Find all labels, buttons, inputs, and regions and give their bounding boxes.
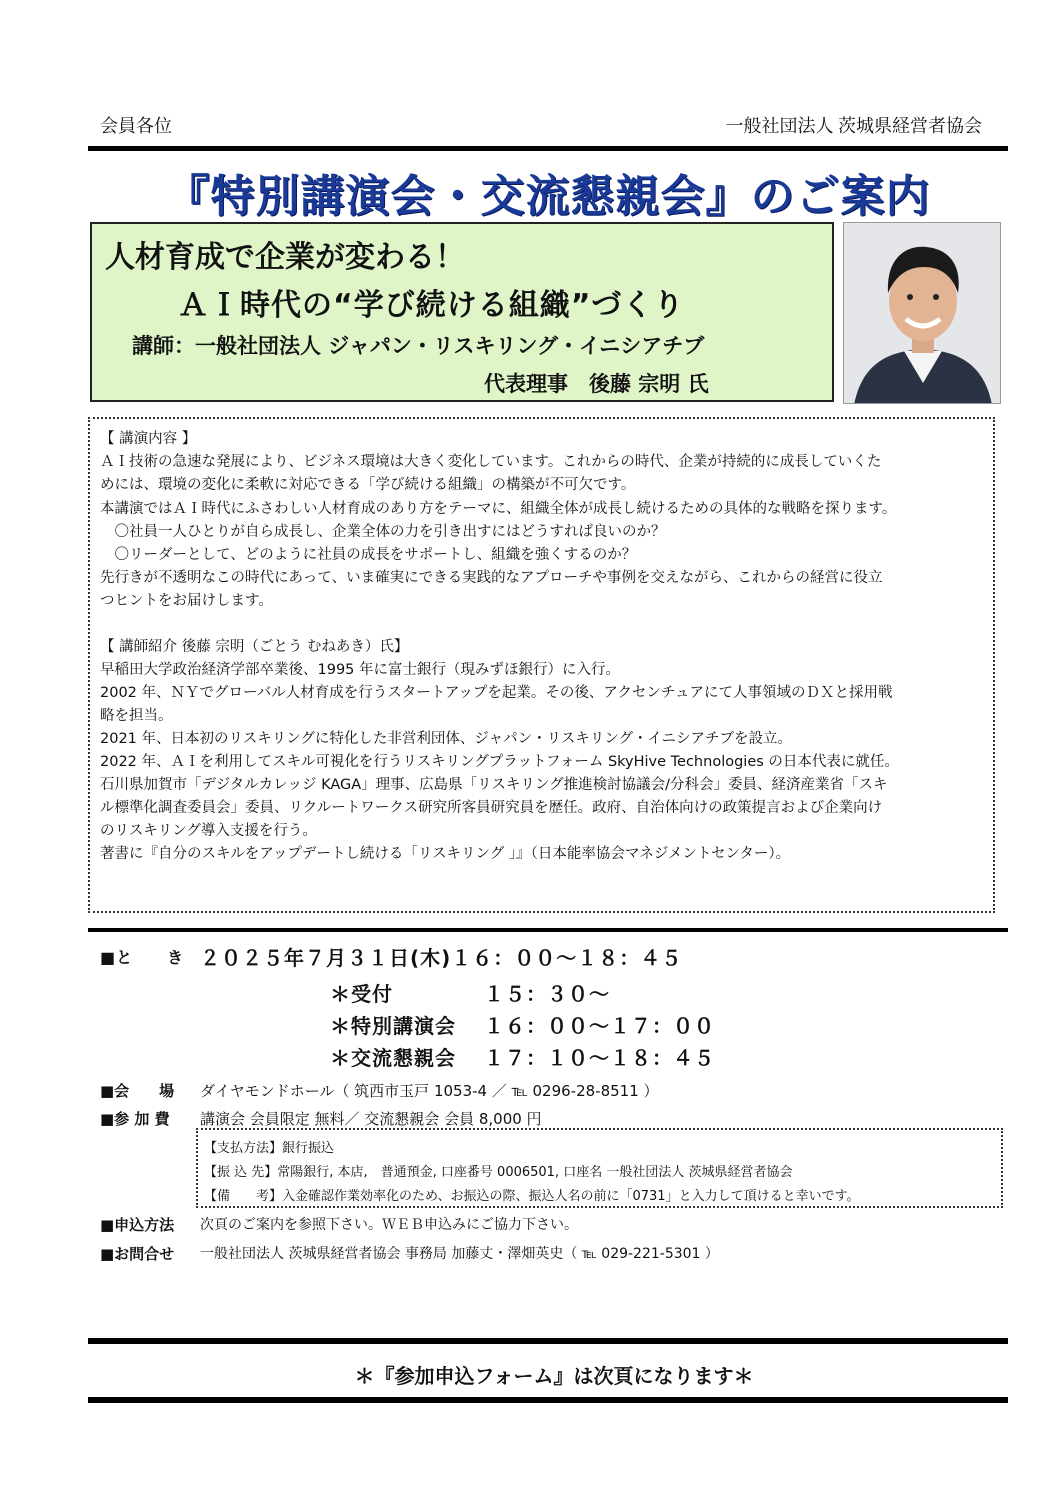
- payment-method: 【支払方法】銀行振込: [204, 1141, 335, 1156]
- content-line: 先行きが不透明なこの時代にあって、いま確実にできる実践的なアプローチや事例を交えながら、これからの経営に役立: [100, 570, 883, 586]
- content-line: 【 講師紹介 後藤 宗明（ごとう むねあき）氏】: [100, 639, 409, 655]
- lecture-headline: 人材育成で企業が変わる！: [105, 240, 465, 275]
- header-rule: [88, 146, 1008, 151]
- speaker-photo: [843, 222, 1001, 404]
- apply-label: ■申込方法: [100, 1216, 175, 1234]
- content-line: 2002 年、ＮＹでグローバル人材育成を行うスタートアップを起業。その後、アクセンチュアにて人事領域のＤＸと採用戦: [100, 685, 893, 701]
- fee-label: ■参 加 費: [100, 1110, 170, 1128]
- section-rule: [88, 928, 1008, 932]
- lecturer-name: 代表理事 後藤 宗明 氏: [484, 372, 709, 396]
- reception-time: １５：３０～: [484, 982, 610, 1006]
- content-line: 早稲田大学政治経済学部卒業後、1995 年に富士銀行（現みずほ銀行）に入行。: [100, 662, 621, 678]
- content-line: 【 講演内容 】: [100, 431, 197, 447]
- page-title: 『特別講演会・交流懇親会』のご案内: [165, 171, 931, 222]
- fee-value: 講演会 会員限定 無料／ 交流懇親会 会員 8,000 円: [200, 1110, 542, 1128]
- lecture-subtitle: ＡＩ時代の“学び続ける組織”づくり: [178, 288, 685, 323]
- content-line: 著書に『自分のスキルをアップデートし続ける「リスキリング 」』（日本能率協会マネジメントセンター）。: [100, 846, 791, 862]
- content-line: ＡＩ技術の急速な発展により、ビジネス環境は大きく変化しています。これからの時代、企業が持続的に成長していくた: [100, 454, 882, 470]
- apply-value: 次頁のご案内を参照下さい。ＷＥＢ申込みにご協力下さい。: [200, 1217, 578, 1233]
- payment-account: 【振 込 先】常陽銀行, 本店, 普通預金, 口座番号 0006501, 口座名 一般社団法人 茨城県経営者協会: [204, 1165, 793, 1180]
- payment-note: 【備 考】入金確認作業効率化のため、お振込の際、振込人名の前に「0731」と入力して頂けると幸いです。: [204, 1189, 860, 1204]
- reception-label: ＊受付: [330, 982, 393, 1006]
- venue-value: ダイヤモンドホール（ 筑西市玉戸 1053-4 ／ ℡ 0296-28-8511 ）: [200, 1082, 659, 1100]
- content-line: のリスキリング導入支援を行う。: [100, 823, 317, 839]
- content-line: ル標準化調査委員会」委員、リクルートワークス研究所客員研究員を歴任。政府、自治体向けの政策提言および企業向け: [100, 800, 883, 816]
- venue-label: ■会 場: [100, 1082, 175, 1100]
- content-line: つヒントをお届けします。: [100, 593, 273, 609]
- lecture-label: ＊特別講演会: [330, 1014, 456, 1038]
- organization-name: 一般社団法人 茨城県経営者協会: [725, 116, 982, 136]
- content-line: 本講演ではＡＩ時代にふさわしい人材育成のあり方をテーマに、組織全体が成長し続けるための具体的な戦略を探ります。: [100, 501, 897, 517]
- event-date: ２０２５年７月３１日(木)１６：００～１８：４５: [200, 946, 683, 970]
- content-line: 〇リーダーとして、どのように社員の成長をサポートし、組織を強くするのか？: [100, 547, 637, 563]
- recipient-label: 会員各位: [100, 116, 172, 136]
- footer-rule-bottom: [88, 1397, 1008, 1403]
- footer-note: ＊『参加申込フォーム』は次頁になります＊: [354, 1364, 754, 1388]
- content-line: 2021 年、日本初のリスキリングに特化した非営利団体、ジャパン・リスキリング・イニシアチブを設立。: [100, 731, 792, 747]
- contact-value: 一般社団法人 茨城県経営者協会 事務局 加藤丈・澤畑英史（ ℡ 029-221-5301 ）: [200, 1246, 719, 1262]
- party-time: １７：１０～１８：４５: [484, 1046, 715, 1070]
- footer-rule-top: [88, 1338, 1008, 1344]
- content-line: 略を担当。: [100, 708, 173, 724]
- content-line: 2022 年、ＡＩを利用してスキル可視化を行うリスキリングプラットフォーム SkyHive Technologies の日本代表に就任。: [100, 754, 899, 770]
- lecture-time: １６：００～１７：００: [484, 1014, 715, 1038]
- party-label: ＊交流懇親会: [330, 1046, 456, 1070]
- content-line: 〇社員一人ひとりが自ら成長し、企業全体の力を引き出すにはどうすれば良いのか？: [100, 524, 666, 540]
- lecturer-organization: 講師：一般社団法人 ジャパン・リスキリング・イニシアチブ: [132, 334, 705, 358]
- contact-label: ■お問合せ: [100, 1245, 175, 1263]
- date-label: ■と き: [100, 948, 185, 967]
- content-line: 石川県加賀市「デジタルカレッジ KAGA」理事、広島県「リスキリング推進検討協議会/分科会」委員、経済産業省「スキ: [100, 777, 888, 793]
- content-line: めには、環境の変化に柔軟に対応できる「学び続ける組織」の構築が不可欠です。: [100, 477, 636, 493]
